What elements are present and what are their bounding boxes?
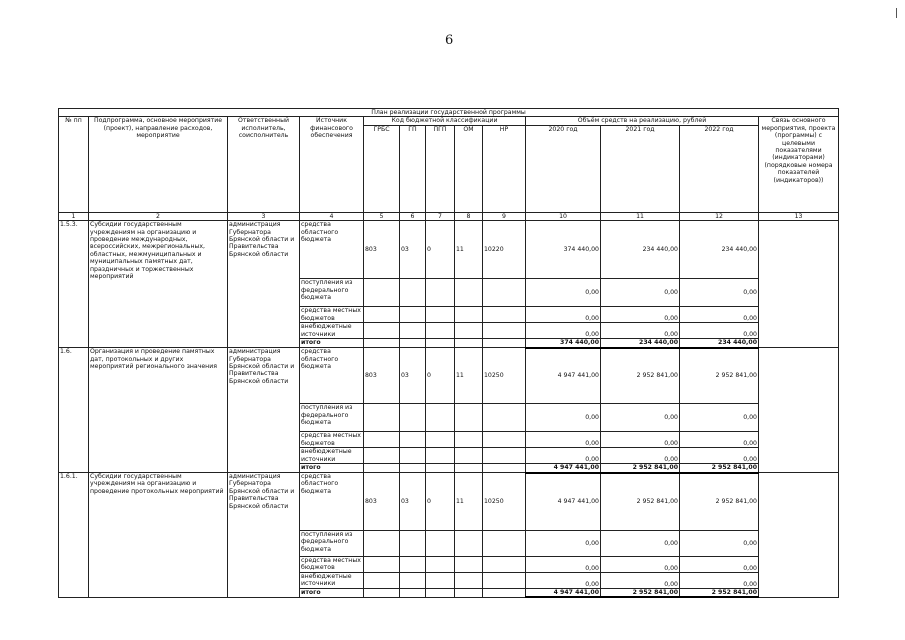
total-2020: 374 440,00 — [526, 339, 601, 348]
value-2021: 0,00 — [601, 307, 680, 323]
header-volume: Объём средств на реализацию, рублей — [526, 117, 759, 125]
value-2021: 0,00 — [601, 531, 680, 557]
header-executor: Ответственный исполнитель, соисполнитель — [228, 117, 300, 212]
col-number: 13 — [759, 212, 839, 220]
source-regional: средства областного бюджета — [300, 221, 364, 279]
value-2020: 0,00 — [526, 531, 601, 557]
col-number: 2 — [89, 212, 228, 220]
code-grbs: 803 — [364, 221, 400, 279]
source-total: итого — [300, 339, 364, 348]
indicator-link — [759, 348, 839, 473]
item-number: 1.6. — [59, 348, 89, 473]
code-grbs: 803 — [364, 473, 400, 531]
value-2021: 0,00 — [601, 404, 680, 432]
item-executor: администрация Губернатора Брянской области и Правительства Брянской области — [228, 473, 300, 598]
col-number: 3 — [228, 212, 300, 220]
value-2022: 0,00 — [680, 323, 759, 339]
plan-title: План реализации государственной программы — [59, 109, 839, 117]
value-2022: 0,00 — [680, 279, 759, 307]
value-2021: 0,00 — [601, 323, 680, 339]
program-plan-table — [58, 108, 839, 598]
col-number: 9 — [483, 212, 526, 220]
header-2021: 2021 год — [601, 125, 680, 212]
value-2022: 234 440,00 — [680, 221, 759, 279]
col-number: 4 — [300, 212, 364, 220]
code-pgp: 0 — [426, 473, 455, 531]
source-extra: внебюджетные источники — [300, 323, 364, 339]
value-2020: 0,00 — [526, 404, 601, 432]
source-local: средства местных бюджетов — [300, 557, 364, 573]
header-source: Источник финансового обеспечения — [300, 117, 364, 212]
source-regional: средства областного бюджета — [300, 348, 364, 404]
value-2022: 2 952 841,00 — [680, 348, 759, 404]
header-om: ОМ — [455, 125, 483, 212]
code-gp: 03 — [400, 348, 426, 404]
code-pgp: 0 — [426, 221, 455, 279]
header-budget-code: Код бюджетной классификации — [364, 117, 526, 125]
total-2021: 234 440,00 — [601, 339, 680, 348]
indicator-link — [759, 221, 839, 348]
value-2021: 2 952 841,00 — [601, 473, 680, 531]
value-2020: 0,00 — [526, 448, 601, 464]
value-2020: 4 947 441,00 — [526, 348, 601, 404]
col-number: 11 — [601, 212, 680, 220]
value-2022: 0,00 — [680, 448, 759, 464]
item-executor: администрация Губернатора Брянской области и Правительства Брянской области — [228, 348, 300, 473]
indicator-link — [759, 473, 839, 598]
code-gp: 03 — [400, 221, 426, 279]
value-2021: 0,00 — [601, 432, 680, 448]
value-2022: 0,00 — [680, 531, 759, 557]
source-total: итого — [300, 589, 364, 598]
value-2021: 0,00 — [601, 279, 680, 307]
code-om: 11 — [455, 348, 483, 404]
total-2021: 2 952 841,00 — [601, 589, 680, 598]
header-np: НР — [483, 125, 526, 212]
source-extra: внебюджетные источники — [300, 448, 364, 464]
value-2022: 0,00 — [680, 557, 759, 573]
value-2021: 0,00 — [601, 573, 680, 589]
source-total: итого — [300, 464, 364, 473]
col-number: 7 — [426, 212, 455, 220]
code-np: 10220 — [483, 221, 526, 279]
value-2021: 0,00 — [601, 448, 680, 464]
value-2022: 2 952 841,00 — [680, 473, 759, 531]
source-federal: поступления из федерального бюджета — [300, 404, 364, 432]
total-2022: 234 440,00 — [680, 339, 759, 348]
header-link: Связь основного мероприятия, проекта (программы) с целевыми показателями (индикаторами) (порядковые номера показателей (индикаторов)) — [759, 117, 839, 212]
header-2022: 2022 год — [680, 125, 759, 212]
total-2022: 2 952 841,00 — [680, 589, 759, 598]
item-executor: администрация Губернатора Брянской области и Правительства Брянской области — [228, 221, 300, 348]
value-2021: 2 952 841,00 — [601, 348, 680, 404]
code-gp: 03 — [400, 473, 426, 531]
col-number: 5 — [364, 212, 400, 220]
source-regional: средства областного бюджета — [300, 473, 364, 531]
value-2020: 0,00 — [526, 573, 601, 589]
col-number: 10 — [526, 212, 601, 220]
code-grbs: 803 — [364, 348, 400, 404]
value-2020: 374 440,00 — [526, 221, 601, 279]
header-pgp: ПГП — [426, 125, 455, 212]
header-program: Подпрограмма, основное мероприятие (проект), направление расходов, мероприятие — [89, 117, 228, 212]
item-name: Организация и проведение памятных дат, протокольных и других мероприятий регионального значения — [89, 348, 228, 473]
col-number: 12 — [680, 212, 759, 220]
value-2020: 0,00 — [526, 307, 601, 323]
value-2022: 0,00 — [680, 404, 759, 432]
total-2022: 2 952 841,00 — [680, 464, 759, 473]
value-2022: 0,00 — [680, 307, 759, 323]
page-edge-mark — [896, 8, 897, 18]
col-number: 1 — [59, 212, 89, 220]
code-om: 11 — [455, 221, 483, 279]
value-2020: 4 947 441,00 — [526, 473, 601, 531]
value-2020: 0,00 — [526, 432, 601, 448]
code-pgp: 0 — [426, 348, 455, 404]
source-federal: поступления из федерального бюджета — [300, 279, 364, 307]
value-2020: 0,00 — [526, 323, 601, 339]
value-2022: 0,00 — [680, 573, 759, 589]
value-2021: 0,00 — [601, 557, 680, 573]
header-grbs: ГРБС — [364, 125, 400, 212]
total-2021: 2 952 841,00 — [601, 464, 680, 473]
source-federal: поступления из федерального бюджета — [300, 531, 364, 557]
value-2022: 0,00 — [680, 432, 759, 448]
table-row — [59, 221, 839, 279]
col-number: 6 — [400, 212, 426, 220]
item-number: 1.6.1. — [59, 473, 89, 598]
total-2020: 4 947 441,00 — [526, 589, 601, 598]
item-number: 1.5.3. — [59, 221, 89, 348]
source-local: средства местных бюджетов — [300, 307, 364, 323]
item-name: Субсидии государственным учреждениям на организацию и проведение протокольных мероприятий — [89, 473, 228, 598]
header-gp: ГП — [400, 125, 426, 212]
source-extra: внебюджетные источники — [300, 573, 364, 589]
header-2020: 2020 год — [526, 125, 601, 212]
code-np: 10250 — [483, 348, 526, 404]
code-om: 11 — [455, 473, 483, 531]
page-number: 6 — [445, 33, 454, 48]
item-name: Субсидии государственным учреждениям на организацию и проведение международных, всероссийских, межрегиональных, областных, межмуниципальных и муниципальных памятных дат, праздничных и торжественных мероприятий — [89, 221, 228, 348]
total-2020: 4 947 441,00 — [526, 464, 601, 473]
source-local: средства местных бюджетов — [300, 432, 364, 448]
value-2020: 0,00 — [526, 279, 601, 307]
value-2020: 0,00 — [526, 557, 601, 573]
table-row — [59, 473, 839, 531]
header-num: № пп — [59, 117, 89, 212]
table-row — [59, 348, 839, 404]
code-np: 10250 — [483, 473, 526, 531]
value-2021: 234 440,00 — [601, 221, 680, 279]
col-number: 8 — [455, 212, 483, 220]
